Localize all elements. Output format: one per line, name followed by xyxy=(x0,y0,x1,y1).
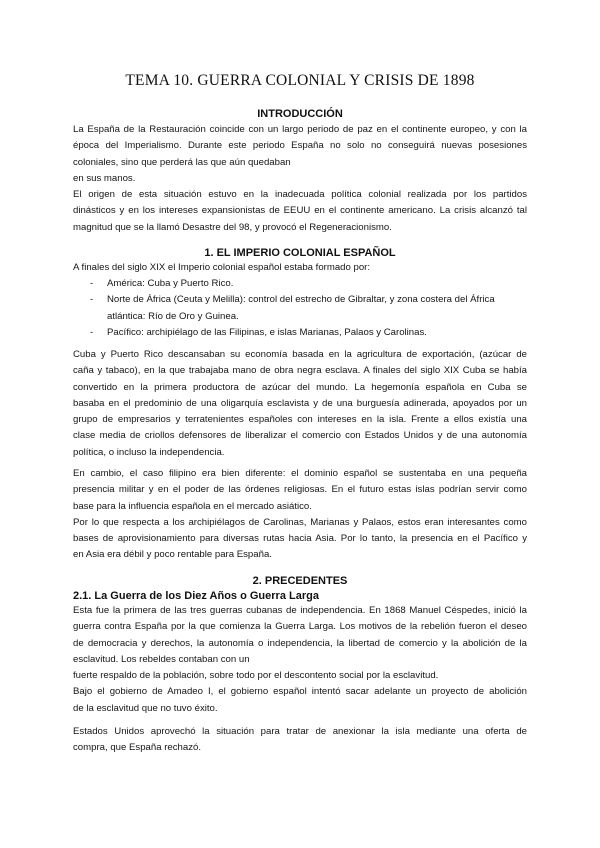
text-line: En cambio, el caso filipino era bien diferente: el dominio español se sustentaba en una pequeña xyxy=(73,468,527,479)
intro-heading: INTRODUCCIÓN xyxy=(257,108,343,120)
text-line: clase media de criollos defensores de liberalizar el comercio con Estados Unidos y de una autonomía xyxy=(73,430,527,442)
text-line: bases de aprovisionamiento para diversas rutas hacia Asia. Por lo tanto, la presencia en el Pacífico y xyxy=(73,533,527,545)
section2-paragraph-1 xyxy=(73,603,527,717)
section1-paragraph-2 xyxy=(73,466,527,564)
text-line: atlántica: Río de Oro y Guinea. xyxy=(107,310,239,322)
text-line: dinásticos y en los intereses expansionistas de EEUU en el continente americano. La crisis alcanzó tal xyxy=(73,205,527,217)
list-dash: - xyxy=(90,278,94,289)
text-line: Cuba y Puerto Rico descansaban su economía basada en la agricultura de exportación, (azúcar de xyxy=(73,349,527,360)
text-line: Esta fue la primera de las tres guerras cubanas de independencia. En 1868 Manuel Céspedes, inició la xyxy=(73,605,527,616)
text-line: La España de la Restauración coincide con un largo periodo de paz en el continente europeo, y con la xyxy=(73,124,527,135)
list-item xyxy=(73,292,527,325)
intro-paragraph xyxy=(73,122,527,236)
text-line: fuerte respaldo de la población, sobre todo por el descontento social por la esclavitud. xyxy=(73,670,439,682)
list-dash: - xyxy=(90,294,94,306)
section2-paragraph-2 xyxy=(73,724,527,757)
text-line: basaba en el predominio de una oligarquía esclavista y de una burguesía adinerada, apoyados por un xyxy=(73,397,527,409)
text-line: compra, que España rechazó. xyxy=(73,742,201,754)
text-line: de democracia y derechos, la autonomía o independencia, la libertad de comercio y la abolición de la xyxy=(73,637,527,649)
text-line: Bajo el gobierno de Amadeo I, el gobierno español intentó sacar adelante un proyecto de abolición xyxy=(73,686,527,698)
section1-lead xyxy=(73,260,527,276)
document-title: TEMA 10. GUERRA COLONIAL Y CRISIS DE 1898 xyxy=(125,72,475,89)
section1-heading: 1. EL IMPERIO COLONIAL ESPAÑOL xyxy=(204,247,396,259)
section1-paragraph-1 xyxy=(73,347,527,461)
text-line: convertido en la primera productora de azúcar del mundo. La hegemonía española en Cuba se xyxy=(73,381,527,393)
text-line: coloniales, sino que perderá las que aún quedaban xyxy=(73,156,291,168)
text-line: en Asia era débil y poco rentable para España. xyxy=(73,549,272,561)
section2-heading: 2. PRECEDENTES xyxy=(252,575,348,587)
text-line: política, o incluso la independencia. xyxy=(73,446,225,458)
text-line: época del Imperialismo. Durante este periodo España no solo no conseguirá nuevas posesiones xyxy=(73,140,527,152)
text-line: Pacífico: archipiélago de las Filipinas, e islas Marianas, Palaos y Carolinas. xyxy=(107,326,427,338)
text-line: A finales del siglo XIX el Imperio colonial español estaba formado por: xyxy=(73,262,371,273)
text-line: en sus manos. xyxy=(73,172,136,184)
list-item xyxy=(73,325,527,341)
text-line: base para la influencia española en el mercado asiático. xyxy=(73,500,312,512)
list-item xyxy=(73,276,527,292)
text-line: caña y tabaco), en la que trabajaba mano de obra negra esclava. A finales del siglo XIX Cuba se había xyxy=(73,365,527,377)
text-line: Norte de África (Ceuta y Melilla): control del estrecho de Gibraltar, y zona costera del África xyxy=(107,294,495,306)
text-line: Por lo que respecta a los archipiélagos de Carolinas, Marianas y Palaos, estos eran interesantes como xyxy=(73,516,527,528)
text-line: de la esclavitud que no tuvo éxito. xyxy=(73,702,218,714)
text-line: Estados Unidos aprovechó la situación para tratar de anexionar la isla mediante una oferta de xyxy=(73,726,527,737)
section2-subheading: 2.1. La Guerra de los Diez Años o Guerra Larga xyxy=(73,590,319,602)
text-line: El origen de esta situación estuvo en la inadecuada política colonial realizada por los partidos xyxy=(73,189,527,201)
text-line: esclavitud. Los rebeldes contaban con un xyxy=(73,653,250,665)
colonies-list xyxy=(73,276,527,341)
text-line: América: Cuba y Puerto Rico. xyxy=(107,278,234,289)
list-dash: - xyxy=(90,326,94,338)
text-line: grupo de empresarios y terratenientes españoles con intereses en la isla. Frente a ellos existía una xyxy=(73,414,527,426)
text-line: presencia militar y en el poder de las órdenes religiosas. En el futuro estas islas podrían servir como xyxy=(73,484,527,496)
text-line: guerra contra España por la que comienza la Guerra Larga. Los motivos de la rebelión fueron el deseo xyxy=(73,621,527,633)
text-line: magnitud que se la llamó Desastre del 98, y provocó el Regeneracionismo. xyxy=(73,221,392,233)
